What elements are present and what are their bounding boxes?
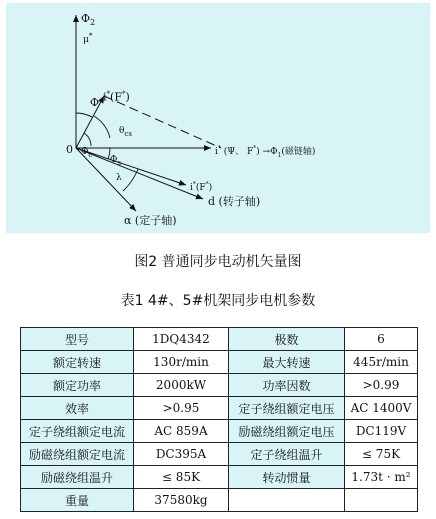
param-value: 1DQ4342 [134,328,229,351]
param-value: 2000kW [134,374,229,397]
param-key: 最大转速 [229,351,345,374]
table-row [21,397,418,420]
param-value: 445r/min [345,351,418,374]
param-key: 励磁绕组温升 [21,466,134,489]
phi-s-label: $\Phi_s$ [110,155,121,167]
vector-diagram [6,3,430,233]
param-value: 130r/min [134,351,229,374]
motor-parameters-table [20,327,418,512]
table-row [21,443,418,466]
d-axis-label: d (转子轴) [208,195,261,208]
param-key: 定子绕组温升 [229,443,345,466]
param-value: AC 1400V [345,397,418,420]
lambda-label: λ [116,173,122,183]
param-value: AC 859A [134,420,229,443]
param-value: >0.99 [345,374,418,397]
if-star-vector-bottom [76,148,186,185]
alpha-axis-label: α (定子轴) [124,214,177,227]
angle-arc-phi [76,113,92,117]
theta-cs-label: $\theta_{cs}$ [119,126,132,138]
dashed-projection [104,96,221,148]
table-row [21,420,418,443]
param-key [229,489,345,512]
param-key: 型号 [21,328,134,351]
mu-star-label: μ* [83,31,93,45]
param-key: 额定转速 [21,351,134,374]
param-value: DC119V [345,420,418,443]
table-row [21,466,418,489]
phi2-label: $\Phi_2$ [81,12,96,28]
angle-arc-theta [94,116,110,138]
param-key: 转动惯量 [229,466,345,489]
param-value: >0.95 [134,397,229,420]
param-key: 重量 [21,489,134,512]
table-row [21,328,418,351]
table-title: 表1 4#、5#机架同步电机参数 [120,293,316,309]
param-value: ≤ 85K [134,466,229,489]
if-star-top-label: i*(F*) [103,90,130,104]
if-star-bottom-label: i*(F*) [190,181,213,193]
param-value: 37580kg [134,489,229,512]
param-key: 效率 [21,397,134,420]
flux-axis-label: i* (Ψ、 $F^*) \to\Phi_1$(磁链轴) [215,145,316,159]
param-value: 1.73t · m² [345,466,418,489]
param-value: DC395A [134,443,229,466]
param-key: 功率因数 [229,374,345,397]
param-key: 励磁绕组额定电压 [229,420,345,443]
origin-label: 0 [66,143,73,156]
angle-arc-phi-c [84,133,91,146]
phi-c-label: $\Phi_c$ [81,147,93,159]
table-row [21,374,418,397]
param-key: 定子绕组额定电压 [229,397,345,420]
param-key: 极数 [229,328,345,351]
param-value: ≤ 75K [345,443,418,466]
param-key: 定子绕组额定电流 [21,420,134,443]
d-axis [76,148,203,199]
param-key: 励磁绕组额定电流 [21,443,134,466]
param-value: 6 [345,328,418,351]
param-key: 额定功率 [21,374,134,397]
table-row [21,351,418,374]
figure-caption: 图2 普通同步电动机矢量图 [134,254,302,270]
param-value [345,489,418,512]
table-row [21,489,418,512]
phi-star-label: Φ [90,96,100,109]
